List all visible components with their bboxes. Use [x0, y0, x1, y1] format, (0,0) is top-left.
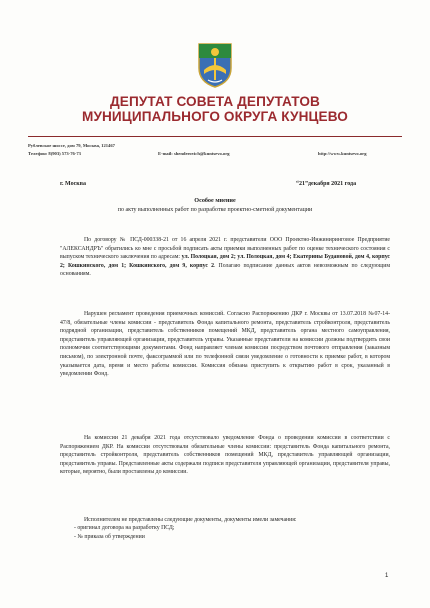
document-date: “21”декабря 2021 года [296, 181, 357, 187]
paragraph-3-text: На комиссии 21 декабря 2021 года отсутствовало уведомление Фонда о проведении комиссии в соответствии с Распоряжением ДКР. На комиссии отсутствовали обязательные члены комиссии: представитель Фонда капитального ремонта, представитель стройконтроля, представитель собственников помещений МКД, представитель управляющей организации, представитель управы. Представленные акты содержали подписи представителя управляющей организации, представителя управы, которые, вероятно, были проставлены до комиссии. [60, 435, 390, 476]
contact-website: http://www.kuntsevo.org [318, 151, 367, 156]
header-divider [28, 136, 402, 137]
paragraph-1-tail: . Полагаю подписание данных актов невозможным по следующим основаниям. [60, 262, 390, 278]
list-item: - оригинал договора на разработку ПСД; [74, 525, 175, 531]
paragraph-1-addresses: ул. Полоцкая, дом 2; ул. Полоцкая, дом 4; Екатерины Будановой, дом 4, корпус 2; Кошкинского, дом 1; Кошкинского, дом 9, корпус 2 [60, 254, 390, 269]
document-place: г. Москва [60, 181, 86, 187]
paragraph-3 [60, 434, 390, 477]
list-item: - № приказа об утверждении [74, 533, 145, 540]
paragraph-1 [60, 236, 390, 279]
page-title-line1: ДЕПУТАТ СОВЕТА ДЕПУТАТОВ [110, 94, 320, 109]
coat-of-arms-icon [196, 40, 234, 88]
paragraph-4-text: Исполнителем не представлены следующие документы, документы имели замечания: [84, 517, 297, 523]
document-title: Особое мнение [194, 197, 236, 204]
paragraph-1-text: По договору № ПСД-000338-21 от 16 апреля 2021 г. представители ООО Проектно-Инжиниринговое Предприятие "АЛЕКСАНДРЪ" обратились ко мне с просьбой подписать акты приемки выполненных работ по оценке технического состояния с выпуском технического заключения по адресам: [60, 237, 390, 261]
contact-email: E-mail: shenderovich@kuntsevo.org [158, 151, 230, 156]
page-number: 1 [385, 573, 389, 579]
document-subtitle: по акту выполненных работ по разработке проектно-сметной документации [117, 207, 313, 213]
contact-phone: Телефон: 8(903) 573-76-73 [28, 151, 81, 156]
page-title-line2: МУНИЦИПАЛЬНОГО ОКРУГА КУНЦЕВО [82, 109, 348, 124]
paragraph-2-text: Нарушен регламент проведения приемочных комиссий. Согласно Распоряжению ДКР г. Москвы от 13.07.2018 №07-14-47/8, обязательные члены комиссии - представитель Фонда капитального ремонта, представитель стройконтроля, представитель подрядной организации, представитель собственников помещений МКД, представитель органа местного самоуправления, представитель управляющей организации, представитель управы. Указанные представители на комиссии должны подтвердить свои полномочия соответствующими документами. Фонд направляет членам комиссии посредством почтового отправления (заказным письмом), по электронной почте, факсограммой или по телефонной связи уведомление о готовности к приемке работ, в котором указывается дата, время и место работы комиссии. Комиссия обязана приступить к открытию работ в срок, указанный в уведомлении Фонд. [60, 311, 390, 378]
paragraph-2 [60, 310, 390, 379]
contact-address: Рублевское шоссе, дом 79, Москва, 121467 [28, 143, 115, 148]
missing-documents-list [74, 524, 174, 541]
